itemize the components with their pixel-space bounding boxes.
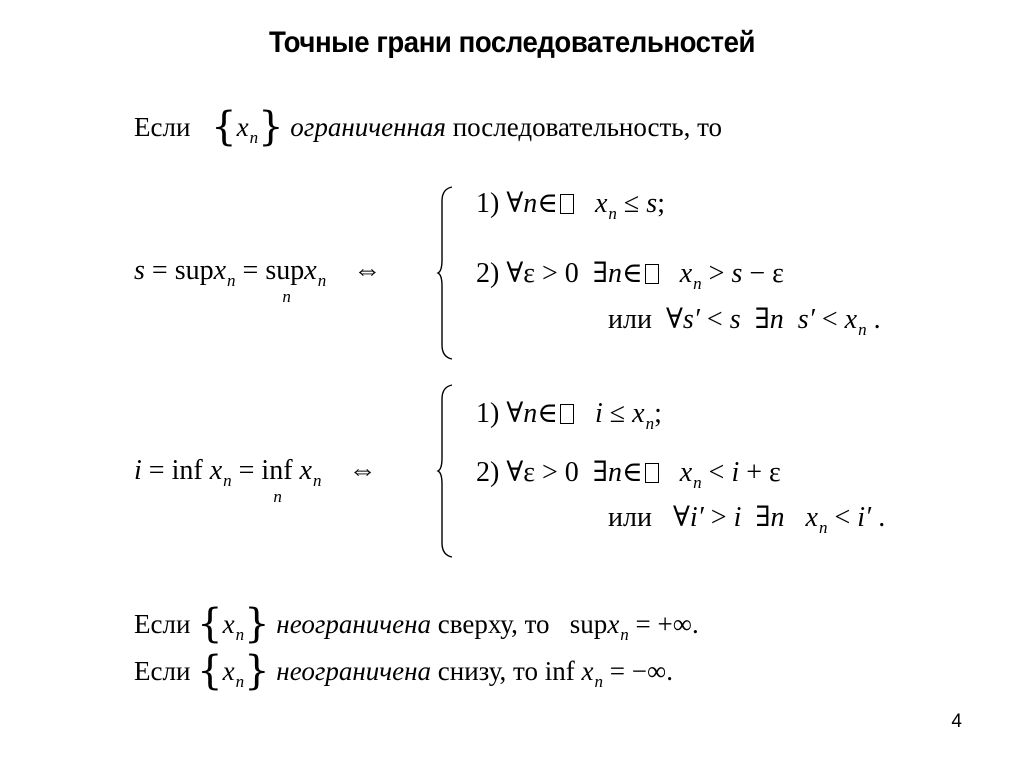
intro-rest: последовательность, то: [452, 112, 723, 142]
unbounded-above-line: Если $\{x_n\}$ неограничена сверху, то supx$_n$ = +∞.: [134, 601, 699, 647]
naturals-glyph: [560, 404, 574, 424]
iff-symbol: ⇔: [348, 455, 377, 486]
right-brace: }: [258, 104, 284, 150]
sup-condition-2-or: или ∀s′ < s ∃n $s' < x_n$ .: [608, 304, 881, 339]
naturals-glyph: [560, 194, 574, 214]
left-brace: {: [211, 104, 237, 150]
inf-lhs: i = inf $x_n$ = inf n $x_n$ ⇔: [134, 455, 377, 506]
inf-condition-2-or: или ∀i′ > i ∃n $x_n < i'$ .: [608, 502, 886, 537]
sup-condition-1: 1) ∀n∈ $x_n \le s$;: [476, 188, 665, 223]
inf-system-bracket: [438, 383, 458, 558]
sup-system-bracket: [438, 185, 458, 360]
naturals-glyph: [645, 463, 659, 483]
right-brace: }: [244, 648, 270, 694]
page-number: 4: [951, 711, 962, 732]
sup-lhs: s = supx$_n$ = sup n $x_n$ ⇔: [134, 255, 382, 306]
sup-condition-2: 2) ∀ε > 0 ∃n∈ $x_n > s - \varepsilon$: [476, 258, 784, 293]
intro-line: [134, 104, 723, 150]
left-brace: {: [197, 648, 223, 694]
sequence-index: n: [249, 128, 259, 147]
if-word: Если: [134, 112, 191, 142]
right-brace: }: [244, 601, 270, 647]
iff-symbol: ⇔: [353, 255, 382, 286]
sequence-var: x: [236, 112, 249, 142]
bounded-word: ограниченная: [290, 112, 446, 142]
unbounded-below-line: Если $\{x_n\}$ неограничена снизу, то inf $x_n$ = −∞.: [134, 648, 673, 694]
left-brace: {: [197, 601, 223, 647]
inf-condition-1: 1) ∀n∈ $i \le x_n$;: [476, 398, 662, 433]
naturals-glyph: [645, 264, 659, 284]
page-title: Точные грани последовательностей: [269, 26, 755, 59]
inf-condition-2: 2) ∀ε > 0 ∃n∈ $x_n < i + \varepsilon$: [476, 457, 781, 492]
